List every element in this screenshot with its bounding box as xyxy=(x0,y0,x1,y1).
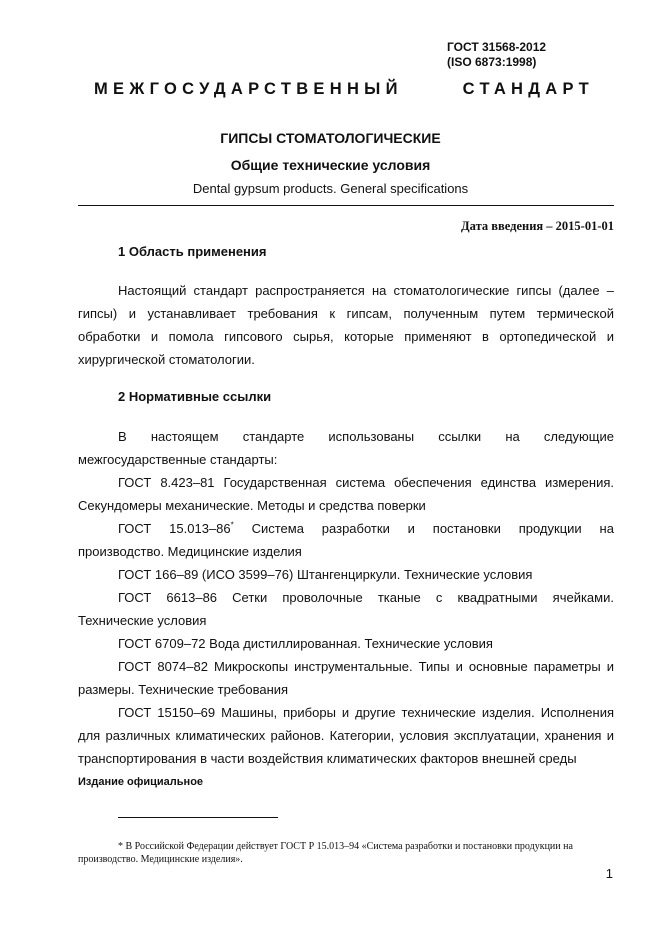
introduction-date: Дата введения – 2015-01-01 xyxy=(461,219,614,233)
ref-word: 6613–86 xyxy=(166,590,218,605)
reference-gost-166: ГОСТ 166–89 (ИСО 3599–76) Штангенциркули. Технические условия xyxy=(118,567,533,582)
section1-heading: 1 Область применения xyxy=(118,244,267,259)
intro-word: настоящем xyxy=(150,429,219,444)
footnote-divider xyxy=(118,817,278,818)
footnote xyxy=(78,840,614,866)
banner-left: МЕЖГОСУДАРСТВЕННЫЙ xyxy=(94,80,403,98)
official-edition-label: Издание официальное xyxy=(78,776,204,788)
banner-right: СТАНДАРТ xyxy=(462,80,594,98)
document-english-title: Dental gypsum products. General specifications xyxy=(192,181,469,196)
standard-code-iso: (ISO 6873:1998) xyxy=(447,55,537,69)
document-subtitle: Общие технические условия xyxy=(230,157,431,173)
ref-word: и xyxy=(407,521,415,536)
standard-code-gost: ГОСТ 31568-2012 xyxy=(447,40,547,54)
reference-gost-15-013-tail: производство. Медицинские изделия xyxy=(78,544,302,559)
intro-word: следующие xyxy=(543,429,614,444)
reference-gost-6709: ГОСТ 6709–72 Вода дистиллированная. Технические условия xyxy=(118,636,493,651)
document-title: ГИПСЫ СТОМАТОЛОГИЧЕСКИЕ xyxy=(220,130,441,146)
ref-word: проволочные xyxy=(282,590,363,605)
section2-body xyxy=(78,425,614,770)
ref-word: постановки xyxy=(432,521,501,536)
section2-heading: 2 Нормативные ссылки xyxy=(118,389,272,404)
ref-word: Сетки xyxy=(232,590,268,605)
ref-word: ячейками. xyxy=(552,590,614,605)
ref-word: с xyxy=(435,590,443,605)
section2-intro-line xyxy=(78,425,614,448)
ref-word: на xyxy=(599,521,614,536)
reference-gost-15-013-line xyxy=(78,517,614,540)
reference-gost-8-423: ГОСТ 8.423–81 Государственная система обеспечения единства измерения. Секундомеры механические. Методы и средства поверки xyxy=(78,475,614,513)
ref-word: 15.013–86* xyxy=(169,520,234,536)
intro-word: стандарте xyxy=(242,429,305,444)
standard-code xyxy=(447,40,546,70)
reference-gost-8074: ГОСТ 8074–82 Микроскопы инструментальные. Типы и основные параметры и размеры. Технические требования xyxy=(78,659,614,697)
reference-gost-15150: ГОСТ 15150–69 Машины, приборы и другие технические изделия. Исполнения для различных климатических районов. Категории, условия эксплуатации, хранения и транспортирования в части воздействия климатических факторов внешней среды xyxy=(78,705,614,766)
footnote-mark: * xyxy=(230,520,234,530)
page-number: 1 xyxy=(605,866,613,881)
ref-word: разработки xyxy=(321,521,390,536)
reference-gost-6613-line xyxy=(78,586,614,609)
ref-word: продукции xyxy=(518,521,582,536)
section2-intro-tail: межгосударственные стандарты: xyxy=(78,452,278,467)
intro-word: использованы xyxy=(328,429,415,444)
section1-text: Настоящий стандарт распространяется на стоматологические гипсы (далее – гипсы) и устанавливает требования к гипсам, полученным путем термической обработки и помола гипсового сырья, которые применяют в ортопедической и хирургической стоматологии. xyxy=(78,283,614,367)
ref-word: ГОСТ xyxy=(118,521,152,536)
footnote-text: * В Российской Федерации действует ГОСТ Р 15.013–94 «Система разработки и постановки продукции на производство. Медицинские изделия». xyxy=(78,841,573,865)
ref-word: тканые xyxy=(377,590,421,605)
intro-word: на xyxy=(505,429,520,444)
reference-gost-6613-tail: Технические условия xyxy=(78,613,207,628)
intro-word: В xyxy=(118,429,127,444)
intro-word: ссылки xyxy=(438,429,482,444)
ref-word: ГОСТ xyxy=(118,590,152,605)
title-divider xyxy=(78,205,614,206)
ref-word: квадратными xyxy=(457,590,538,605)
section1-paragraph xyxy=(78,279,614,371)
ref-word: Система xyxy=(251,521,304,536)
interstate-standard-banner xyxy=(94,80,594,99)
